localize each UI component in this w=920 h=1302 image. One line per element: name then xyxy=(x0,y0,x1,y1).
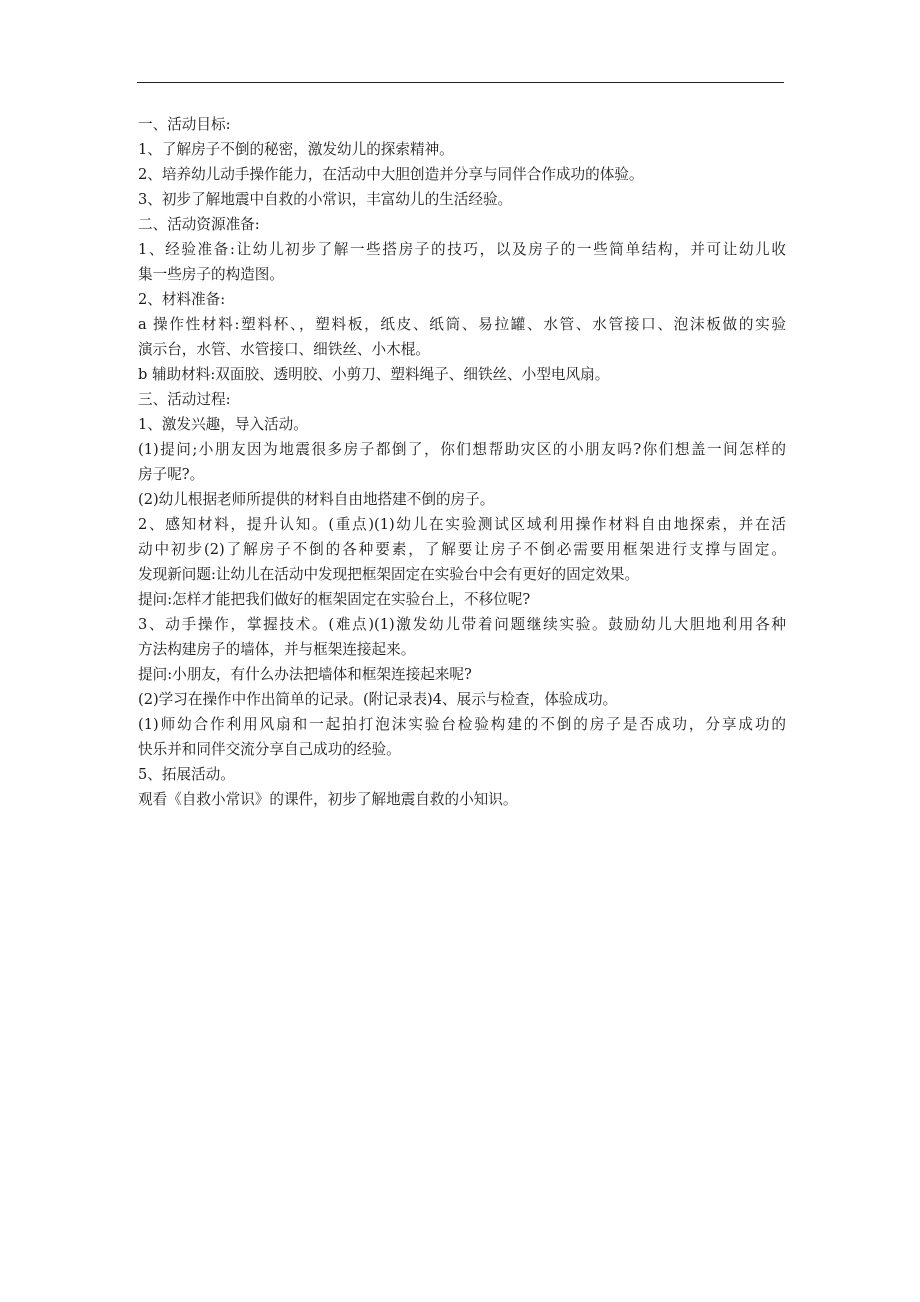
text-line: (2)学习在操作中作出简单的记录。(附记录表)4、展示与检查，体验成功。 xyxy=(138,691,618,708)
text-line: 一、活动目标: xyxy=(138,116,231,133)
text-line: 二、活动资源准备: xyxy=(138,216,260,233)
text-line: 1、激发兴趣，导入活动。 xyxy=(138,416,308,433)
text-line: (2)幼儿根据老师所提供的材料自由地搭建不倒的房子。 xyxy=(138,491,495,508)
text-line: 方法构建房子的墙体，并与框架连接起来。 xyxy=(138,641,416,658)
text-line: 3、初步了解地震中自救的小常识，丰富幼儿的生活经验。 xyxy=(138,191,513,208)
text-line: 三、活动过程: xyxy=(138,391,231,408)
text-line: 快乐并和同伴交流分享自己成功的经验。 xyxy=(138,741,401,758)
text-line: 观看《自救小常识》的课件，初步了解地震自救的小知识。 xyxy=(138,791,518,808)
document-body xyxy=(138,112,786,812)
text-line: 5、拓展活动。 xyxy=(138,766,235,783)
text-line: (1)提问;小朋友因为地震很多房子都倒了，你们想帮助灾区的小朋友吗?你们想盖一间怎样的 xyxy=(138,441,786,458)
text-line: 2、培养幼儿动手操作能力，在活动中大胆创造并分享与同伴合作成功的体验。 xyxy=(138,166,644,183)
text-line: 提问:小朋友，有什么办法把墙体和框架连接起来呢? xyxy=(138,666,472,683)
header-rule xyxy=(137,82,784,83)
text-line: 2、感知材料，提升认知。(重点)(1)幼儿在实验测试区域利用操作材料自由地探索，并在活 xyxy=(138,516,786,533)
text-line: 2、材料准备: xyxy=(138,291,226,308)
text-line: b 辅助材料:双面胶、透明胶、小剪刀、塑料绳子、细铁丝、小型电风扇。 xyxy=(138,366,610,383)
text-line: 3、动手操作，掌握技术。(难点)(1)激发幼儿带着问题继续实验。鼓励幼儿大胆地利用各种 xyxy=(138,616,786,633)
text-line: a 操作性材料:塑料杯、，塑料板，纸皮、纸筒、易拉罐、水管、水管接口、泡沫板做的实验 xyxy=(138,316,786,333)
text-line: 1、经验准备:让幼儿初步了解一些搭房子的技巧，以及房子的一些简单结构，并可让幼儿收 xyxy=(138,241,786,258)
text-line: 发现新问题:让幼儿在活动中发现把框架固定在实验台中会有更好的固定效果。 xyxy=(138,566,640,583)
text-line: 提问:怎样才能把我们做好的框架固定在实验台上，不移位呢? xyxy=(138,591,531,608)
text-line: 1、了解房子不倒的秘密，激发幼儿的探索精神。 xyxy=(138,141,454,158)
text-line: (1)师幼合作利用风扇和一起拍打泡沫实验台检验构建的不倒的房子是否成功，分享成功的 xyxy=(138,716,786,733)
text-line: 演示台，水管、水管接口、细铁丝、小木棍。 xyxy=(138,341,430,358)
text-line: 动中初步(2)了解房子不倒的各种要素，了解要让房子不倒必需要用框架进行支撑与固定。 xyxy=(138,541,786,558)
text-line: 集一些房子的构造图。 xyxy=(138,266,284,283)
text-line: 房子呢?。 xyxy=(138,466,205,483)
